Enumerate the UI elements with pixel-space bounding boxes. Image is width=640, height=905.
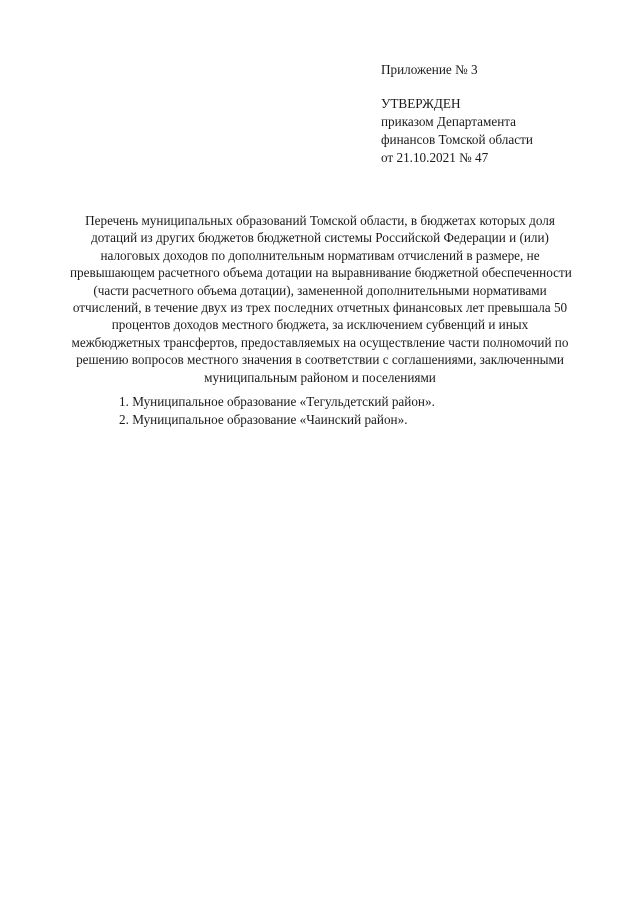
order-line-2: финансов Томской области — [381, 132, 533, 147]
title-line: муниципальным районом и поселениями — [204, 369, 436, 385]
title-line: дотаций из других бюджетов бюджетной системы Российской Федерации и (или) — [91, 230, 549, 246]
municipality-list — [119, 393, 435, 429]
title-line: (части расчетного объема дотации), замененной дополнительными нормативами — [93, 282, 547, 298]
approval-block — [381, 61, 533, 167]
title-line: межбюджетных трансфертов, предоставляемых на осуществление части полномочий по — [71, 334, 569, 350]
appendix-number: Приложение № 3 — [381, 62, 478, 77]
title-line: налоговых доходов по дополнительным нормативам отчислений в размере, не — [100, 247, 540, 263]
document-title — [70, 212, 570, 386]
title-line: Перечень муниципальных образований Томской области, в бюджетах которых доля — [85, 213, 555, 228]
title-line: превышающем расчетного объема дотации на выравнивание бюджетной обеспеченности — [70, 265, 572, 281]
order-date: от 21.10.2021 № 47 — [381, 150, 489, 165]
title-line: процентов доходов местного бюджета, за исключением субвенций и иных — [111, 317, 529, 333]
title-line: отчислений, в течение двух из трех последних отчетных финансовых лет превышала 50 — [72, 300, 568, 316]
order-line-1: приказом Департамента — [381, 114, 517, 129]
list-item: 1. Муниципальное образование «Тегульдетский район». — [119, 394, 435, 409]
list-item: 2. Муниципальное образование «Чаинский район». — [119, 412, 408, 427]
title-line: решению вопросов местного значения в соответствии с соглашениями, заключенными — [76, 352, 564, 368]
approved-stamp: УТВЕРЖДЕН — [381, 96, 461, 111]
